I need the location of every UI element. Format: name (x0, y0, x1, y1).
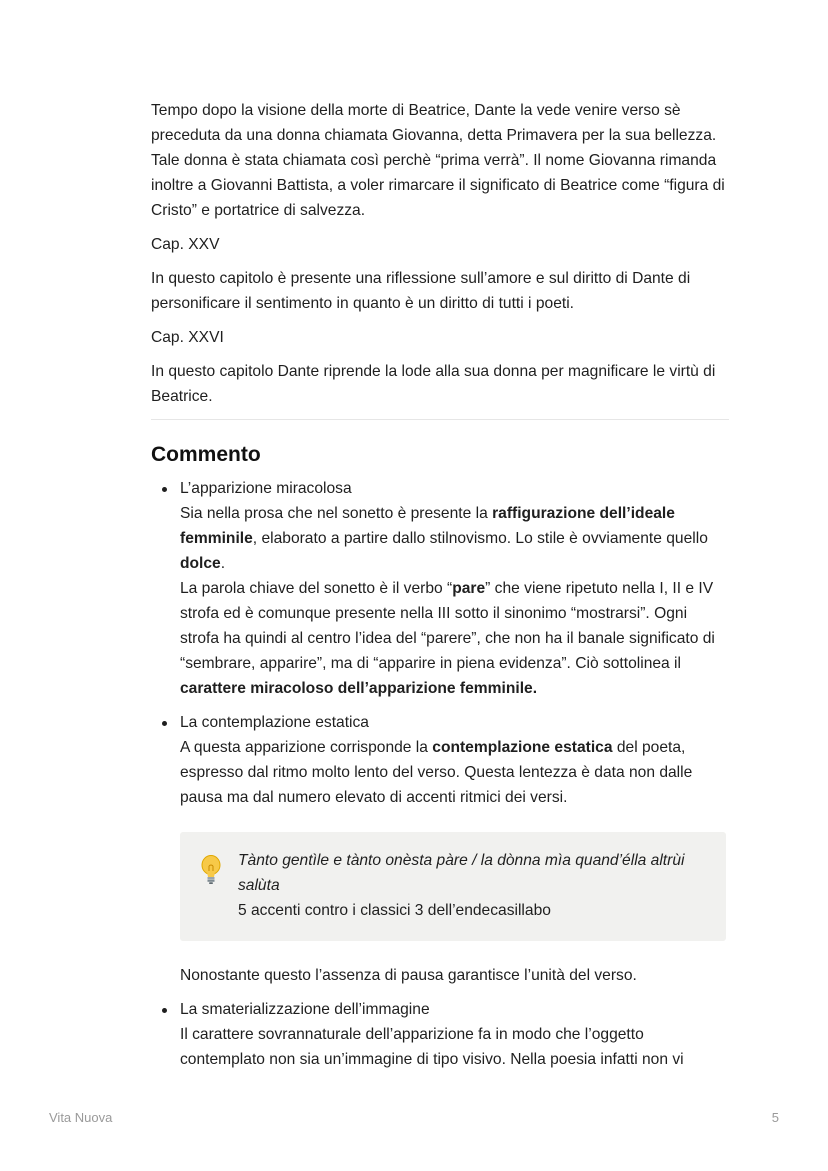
chapter-25-text: In questo capitolo è presente una riflessione sull’amore e sul diritto di Dante di personificare il sentimento in quanto è un diritto di tutti i poeti. (151, 270, 691, 312)
commento-heading: Commento (151, 443, 261, 466)
commento-list (151, 476, 729, 1072)
callout-verse: Tànto gentìle e tànto onèsta pàre / la dònna mìa quand’élla altrùi salùta (238, 852, 685, 894)
list-item (151, 997, 729, 1072)
chapter-26-title: Cap. XXVI (151, 329, 224, 346)
item-paragraph: Sia nella prosa che nel sonetto è presente la raffigurazione dell’ideale femminile, elaborato a partire dallo stilnovismo. Lo stile è ovviamente quello dolce. (180, 505, 708, 572)
chapter-25-title: Cap. XXV (151, 236, 220, 253)
section-divider (151, 419, 729, 420)
item-paragraph: La parola chiave del sonetto è il verbo “pare” che viene ripetuto nella I, II e IV strofa ed è comunque presente nella III sotto il sinonimo “mostrarsi”. Ogni strofa ha quindi al centro l’idea del “parere”, che non ha il banale significato di “sembrare, apparire”, ma di “apparire in piena evidenza”. Ciò sottolinea il carattere miracoloso dell’apparizione femminile. (180, 580, 715, 697)
item-paragraph: Il carattere sovrannaturale dell’apparizione fa in modo che l’oggetto contemplato non sia un’immagine di tipo visivo. Nella poesia infatti non vi (180, 1026, 684, 1068)
footer-page-number: 5 (771, 1110, 779, 1125)
list-item (151, 710, 729, 988)
item-title: La contemplazione estatica (180, 714, 369, 731)
list-item (151, 476, 729, 701)
lightbulb-icon (200, 854, 222, 886)
item-title: La smaterializzazione dell’immagine (180, 1001, 430, 1018)
callout-note: 5 accenti contro i classici 3 dell’endecasillabo (238, 902, 551, 919)
item-title: L’apparizione miracolosa (180, 480, 352, 497)
footer-document-title: Vita Nuova (49, 1110, 113, 1125)
item-paragraph: Nonostante questo l’assenza di pausa garantisce l’unità del verso. (180, 967, 637, 984)
item-paragraph: A questa apparizione corrisponde la contemplazione estatica del poeta, espresso dal ritmo molto lento del verso. Questa lentezza è data non dalle pausa ma dal numero elevato di accenti ritmici dei versi. (180, 739, 693, 806)
chapter-26-text: In questo capitolo Dante riprende la lode alla sua donna per magnificare le virtù di Beatrice. (151, 363, 716, 405)
page-content (151, 98, 729, 1081)
callout-box (180, 832, 726, 941)
intro-paragraph: Tempo dopo la visione della morte di Beatrice, Dante la vede venire verso sè preceduta da una donna chiamata Giovanna, detta Primavera per la sua bellezza. Tale donna è stata chiamata così perchè “prima verrà”. Il nome Giovanna rimanda inoltre a Giovanni Battista, a voler rimarcare il significato di Beatrice come “figura di Cristo” e portatrice di salvezza. (151, 102, 725, 219)
